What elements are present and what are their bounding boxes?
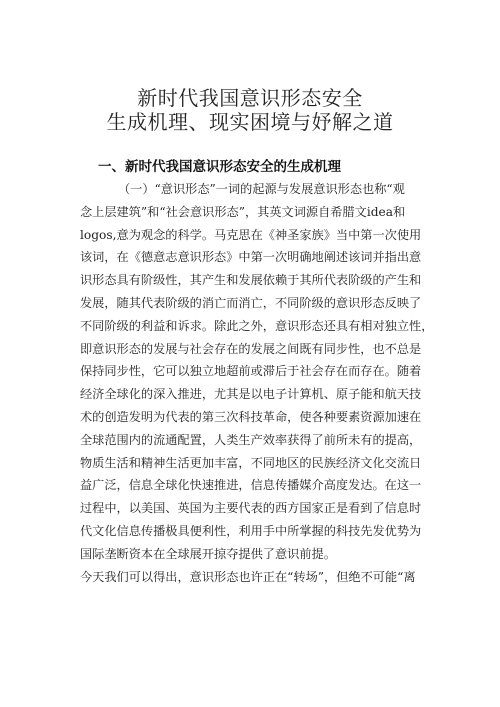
body-line: 益广泛，信息全球化快速推进，信息传播媒介高度发达。在这一 <box>80 478 422 493</box>
body-line: 保持同步性，它可以独立地超前或滞后于社会存在而存在。随着 <box>80 364 422 379</box>
body-line: 国际垄断资本在全球展开掠夺提供了意识前提。 <box>80 546 336 561</box>
body-line: 全球范围内的流通配置，人类生产效率获得了前所未有的提高， <box>80 432 422 447</box>
body-line: 念上层建筑”和“社会意识形态”，其英文词源自希腊文idea和 <box>80 204 406 219</box>
body-line: 物质生活和精神生活更加丰富，不同地区的民族经济文化交流日 <box>80 455 422 470</box>
body-line: 代文化信息传播极具便利性，利用手中所掌握的科技先发优势为 <box>80 524 422 538</box>
body-line: 发展，随其代表阶级的消亡而消亡，不同阶级的意识形态反映了 <box>80 296 422 310</box>
body-line: logos,意为观念的科学。马克思在《神圣家族》当中第一次使用 <box>80 227 422 242</box>
body-line: 今天我们可以得出，意识形态也许正在“转场”，但绝不可能“离 <box>80 569 416 584</box>
document-title-line-2: 生成机理、现实困境与妤解之道 <box>106 110 394 134</box>
section-heading: 一、新时代我国意识形态安全的生成机理 <box>98 159 341 175</box>
body-line: （一）“意识形态”一词的起源与发展意识形态也称“观 <box>118 182 405 196</box>
body-line: 经济全球化的深入推进，尤其是以电子计算机、原子能和航天技 <box>80 387 422 402</box>
body-line: 即意识形态的发展与社会存在的发展之间既有同步性，也不总是 <box>80 341 422 356</box>
document-title-line-1: 新时代我国意识形态安全 <box>137 86 363 110</box>
body-line: 不同阶级的利益和诉求。除此之外，意识形态还具有相对独立性， <box>80 318 434 333</box>
body-line: 该词，在《德意志意识形态》中第一次明确地阐述该词并指出意 <box>80 250 422 265</box>
body-line: 过程中，以美国、英国为主要代表的西方国家正是看到了信息时 <box>80 501 422 516</box>
body-line: 术的创造发明为代表的第三次科技革命，使各种要素资源加速在 <box>80 410 422 424</box>
body-line: 识形态具有阶级性，其产生和发展依赖于其所代表阶级的产生和 <box>80 273 422 288</box>
